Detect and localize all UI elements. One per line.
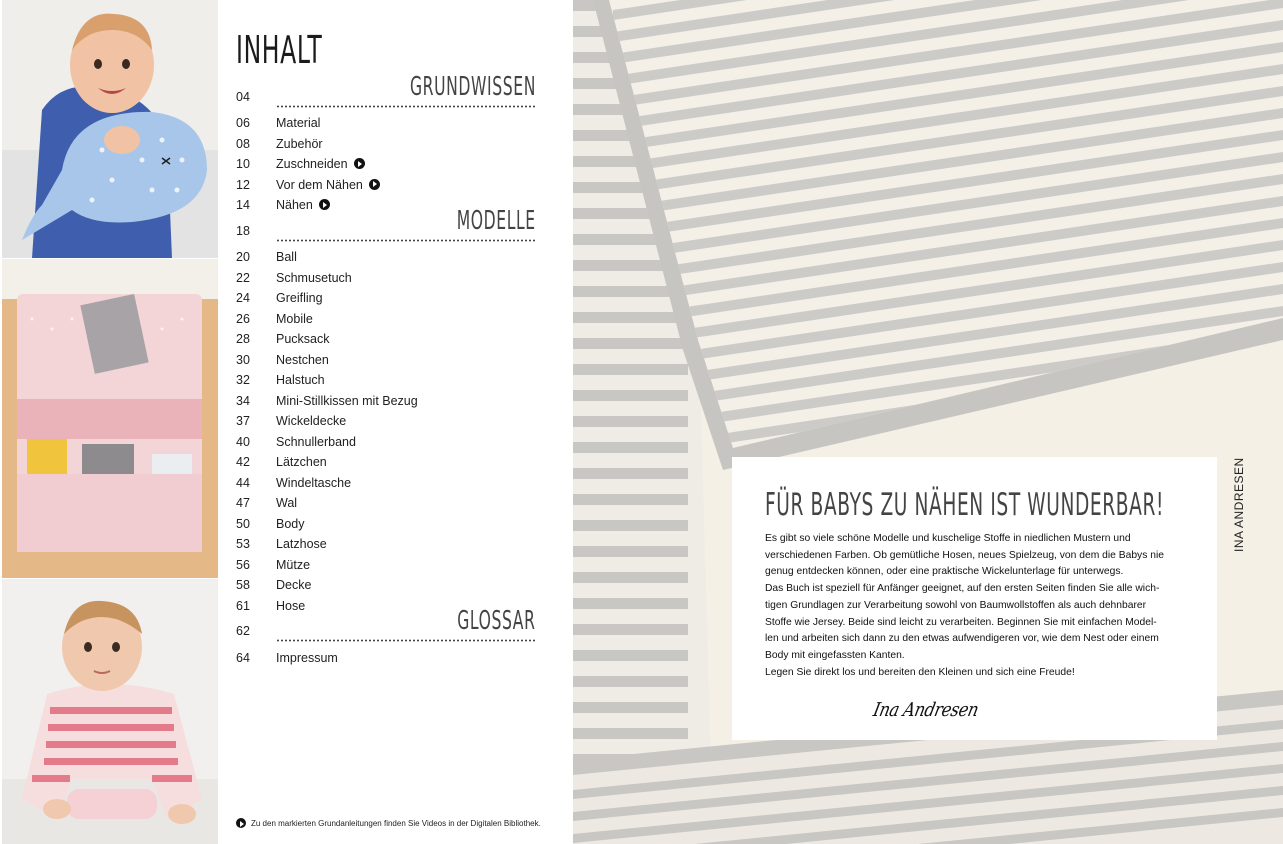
toc-entry-label — [276, 452, 327, 472]
footnote-text: Zu den markierten Grundanleitungen finden Sie Videos in der Digitalen Bibliothek. — [251, 819, 541, 828]
video-footnote — [236, 818, 541, 828]
play-icon[interactable] — [354, 158, 365, 169]
toc-page-number: 58 — [236, 578, 250, 592]
stripe — [573, 468, 688, 479]
toc-entry-label — [276, 370, 325, 390]
intro-line: Stoffe wie Jersey. Beide sind leicht zu verarbeiten. Beginnen Sie mit einfachen Model- — [765, 616, 1157, 628]
stripe — [573, 624, 688, 635]
toc-entry[interactable] — [236, 113, 536, 133]
toc-section-glossar[interactable] — [236, 606, 536, 642]
toc-page-number: 22 — [236, 270, 250, 285]
toc-entry-label — [276, 575, 311, 595]
toc-entry[interactable] — [236, 575, 536, 595]
toc-entry-text: Mobile — [276, 311, 313, 326]
toc-entry[interactable] — [236, 432, 536, 452]
toc-entry-label — [276, 154, 365, 174]
toc-page-number: 64 — [236, 651, 250, 665]
toc-entry-label — [276, 268, 352, 288]
toc-entry-label — [276, 493, 297, 513]
toc-page-number: 10 — [236, 157, 250, 171]
toc-section-modelle[interactable] — [236, 206, 536, 242]
play-icon[interactable] — [319, 199, 330, 210]
stripe — [573, 494, 688, 505]
toc-page-number: 32 — [236, 373, 250, 387]
toc-entry-label — [276, 350, 329, 370]
toc-entry-text: Hose — [276, 598, 306, 613]
toc-title: INHALT — [236, 28, 323, 72]
stripe — [573, 546, 688, 557]
toc-page-number: 40 — [236, 434, 250, 449]
dotted-rule — [276, 105, 536, 108]
toc-entry-text: Body — [276, 516, 305, 531]
toc-entry-text: Zubehör — [276, 136, 323, 151]
stripe — [573, 676, 688, 687]
toc-entry-label — [276, 473, 351, 493]
toc-page-number: 08 — [236, 136, 250, 151]
stripe — [573, 598, 688, 609]
intro-line: len und arbeiten sich dann zu den etwas aufwendigeren vor, wie dem Nest oder einem — [765, 633, 1159, 645]
toc-entry[interactable] — [236, 134, 536, 154]
toc-entry-text: Nähen — [276, 198, 313, 212]
photo-diaper-organizer — [2, 259, 218, 578]
toc-entry[interactable] — [236, 493, 536, 513]
toc-entry-text: Decke — [276, 578, 312, 592]
toc-entry-text: Zuschneiden — [276, 157, 348, 171]
author-signature: Ina Andresen — [871, 699, 981, 721]
stripe — [573, 702, 688, 713]
intro-line: Legen Sie direkt los und bereiten den Kleinen und sich eine Freude! — [765, 666, 1075, 678]
toc-entry-label — [276, 309, 313, 329]
toc-entry-label — [276, 534, 327, 554]
toc-page-number: 24 — [236, 291, 250, 305]
intro-box — [732, 457, 1217, 740]
toc-entry[interactable] — [236, 288, 536, 308]
toc-entry-text: Material — [276, 116, 321, 130]
toc-entry[interactable] — [236, 391, 536, 411]
toc-page-number: 53 — [236, 537, 250, 551]
toc-entry-text: Wickeldecke — [276, 414, 347, 428]
toc-entry-label — [276, 113, 320, 133]
stripe — [573, 338, 688, 349]
toc-entry-text: Latzhose — [276, 537, 327, 551]
toc-entry-label — [276, 648, 338, 668]
intro-heading: FÜR BABYS ZU NÄHEN IST WUNDERBAR! — [765, 487, 1165, 523]
toc-entry-text: Halstuch — [276, 373, 325, 387]
toc-entry[interactable] — [236, 268, 536, 288]
toc-entry-label — [276, 514, 305, 534]
toc-entry[interactable] — [236, 329, 536, 349]
stripe — [573, 650, 688, 661]
toc-entry-label — [276, 391, 418, 411]
stripe — [573, 390, 688, 401]
toc-page-number: 18 — [236, 224, 250, 238]
toc-page-number: 34 — [236, 393, 250, 408]
toc-section-label: GLOSSAR — [457, 606, 536, 636]
toc-page-number: 14 — [236, 198, 250, 212]
toc-entry-text: Windeltasche — [276, 475, 352, 490]
intro-text — [765, 531, 1195, 681]
toc-entry-label — [276, 134, 323, 154]
intro-line: Body mit eingefassten Kanten. — [765, 649, 905, 661]
toc-page-number: 30 — [236, 352, 250, 367]
toc-page-number: 44 — [236, 475, 250, 490]
toc-page-number: 37 — [236, 414, 250, 428]
toc-entry-text: Schmusetuch — [276, 270, 352, 285]
toc-entry[interactable] — [236, 452, 536, 472]
toc-entry-text: Ball — [276, 250, 297, 264]
toc-entry-label — [276, 411, 346, 431]
toc-entry[interactable] — [236, 154, 536, 174]
toc-entry[interactable] — [236, 473, 536, 493]
stripe — [573, 442, 688, 453]
toc-entry-text: Greifling — [276, 291, 323, 305]
photo-baby-striped-body — [2, 579, 218, 844]
toc-entry[interactable] — [236, 370, 536, 390]
toc-section-grundwissen[interactable] — [236, 72, 536, 108]
toc-entry-label — [276, 247, 297, 267]
photo-baby-with-whale — [2, 0, 218, 258]
toc-page-number: 12 — [236, 177, 250, 192]
stripe — [573, 572, 688, 583]
stripe — [573, 728, 688, 739]
intro-line: genug entdecken können, oder eine praktische Wickelunterlage für unterwegs. — [765, 566, 1124, 578]
toc-entry-label — [276, 432, 356, 452]
toc-page-number: 47 — [236, 496, 250, 510]
toc-section-label: GRUNDWISSEN — [410, 72, 536, 102]
intro-line: verschiedenen Farben. Ob gemütliche Hosen, neues Spielzeug, von dem die Babys nie — [765, 549, 1164, 561]
toc-page-number: 42 — [236, 455, 250, 469]
toc-entry[interactable] — [236, 648, 536, 668]
stripe — [573, 520, 688, 531]
toc-entry[interactable] — [236, 555, 536, 575]
toc-page-number: 20 — [236, 250, 250, 264]
toc-page-number: 06 — [236, 116, 250, 130]
stripe — [573, 312, 688, 323]
play-icon — [236, 818, 246, 828]
toc-entry-text: Mütze — [276, 557, 311, 572]
toc-entry[interactable] — [236, 350, 536, 370]
toc-page-number: 50 — [236, 516, 250, 531]
toc-entry-text: Vor dem Nähen — [276, 177, 363, 192]
intro-line: Es gibt so viele schöne Modelle und kuschelige Stoffe in niedlichen Mustern und — [765, 533, 1131, 544]
toc-entry-label — [276, 555, 310, 575]
author-name-vertical: INA ANDRESEN — [1232, 457, 1246, 552]
dotted-rule — [276, 639, 536, 642]
toc-entry[interactable] — [236, 411, 536, 431]
toc-entry-text: Schnullerband — [276, 434, 356, 449]
toc-entry-text: Pucksack — [276, 332, 330, 346]
toc-page-number: 61 — [236, 598, 250, 613]
toc-entry[interactable] — [236, 534, 536, 554]
toc-entry[interactable] — [236, 175, 536, 195]
toc-entry[interactable] — [236, 247, 536, 267]
dotted-rule — [276, 239, 536, 242]
toc-page-number: 28 — [236, 332, 250, 346]
toc-page-number: 26 — [236, 311, 250, 326]
stripe — [573, 364, 688, 375]
toc-entry-label — [276, 288, 323, 308]
intro-line: Das Buch ist speziell für Anfänger geeignet, auf den ersten Seiten finden Sie alle wich- — [765, 583, 1160, 595]
toc-page-number: 62 — [236, 624, 250, 638]
toc-entry-text: Impressum — [276, 651, 338, 665]
toc-entry[interactable] — [236, 514, 536, 534]
toc-entry-text: Nestchen — [276, 352, 329, 367]
toc-section-label: MODELLE — [456, 206, 536, 236]
play-icon[interactable] — [369, 179, 380, 190]
toc-page-number: 56 — [236, 557, 250, 572]
toc-entry-label — [276, 329, 330, 349]
toc-entry-text: Mini-Stillkissen mit Bezug — [276, 393, 418, 408]
toc-entry-text: Lätzchen — [276, 455, 327, 469]
toc-entry[interactable] — [236, 309, 536, 329]
stripe — [573, 416, 688, 427]
toc-entry-text: Wal — [276, 496, 298, 510]
toc-page-number: 04 — [236, 90, 250, 104]
toc-entry-label — [276, 175, 380, 195]
intro-line: tigen Grundlagen zur Verarbeitung sowohl von Baumwollstoffen als auch dehnbarer — [765, 599, 1147, 611]
